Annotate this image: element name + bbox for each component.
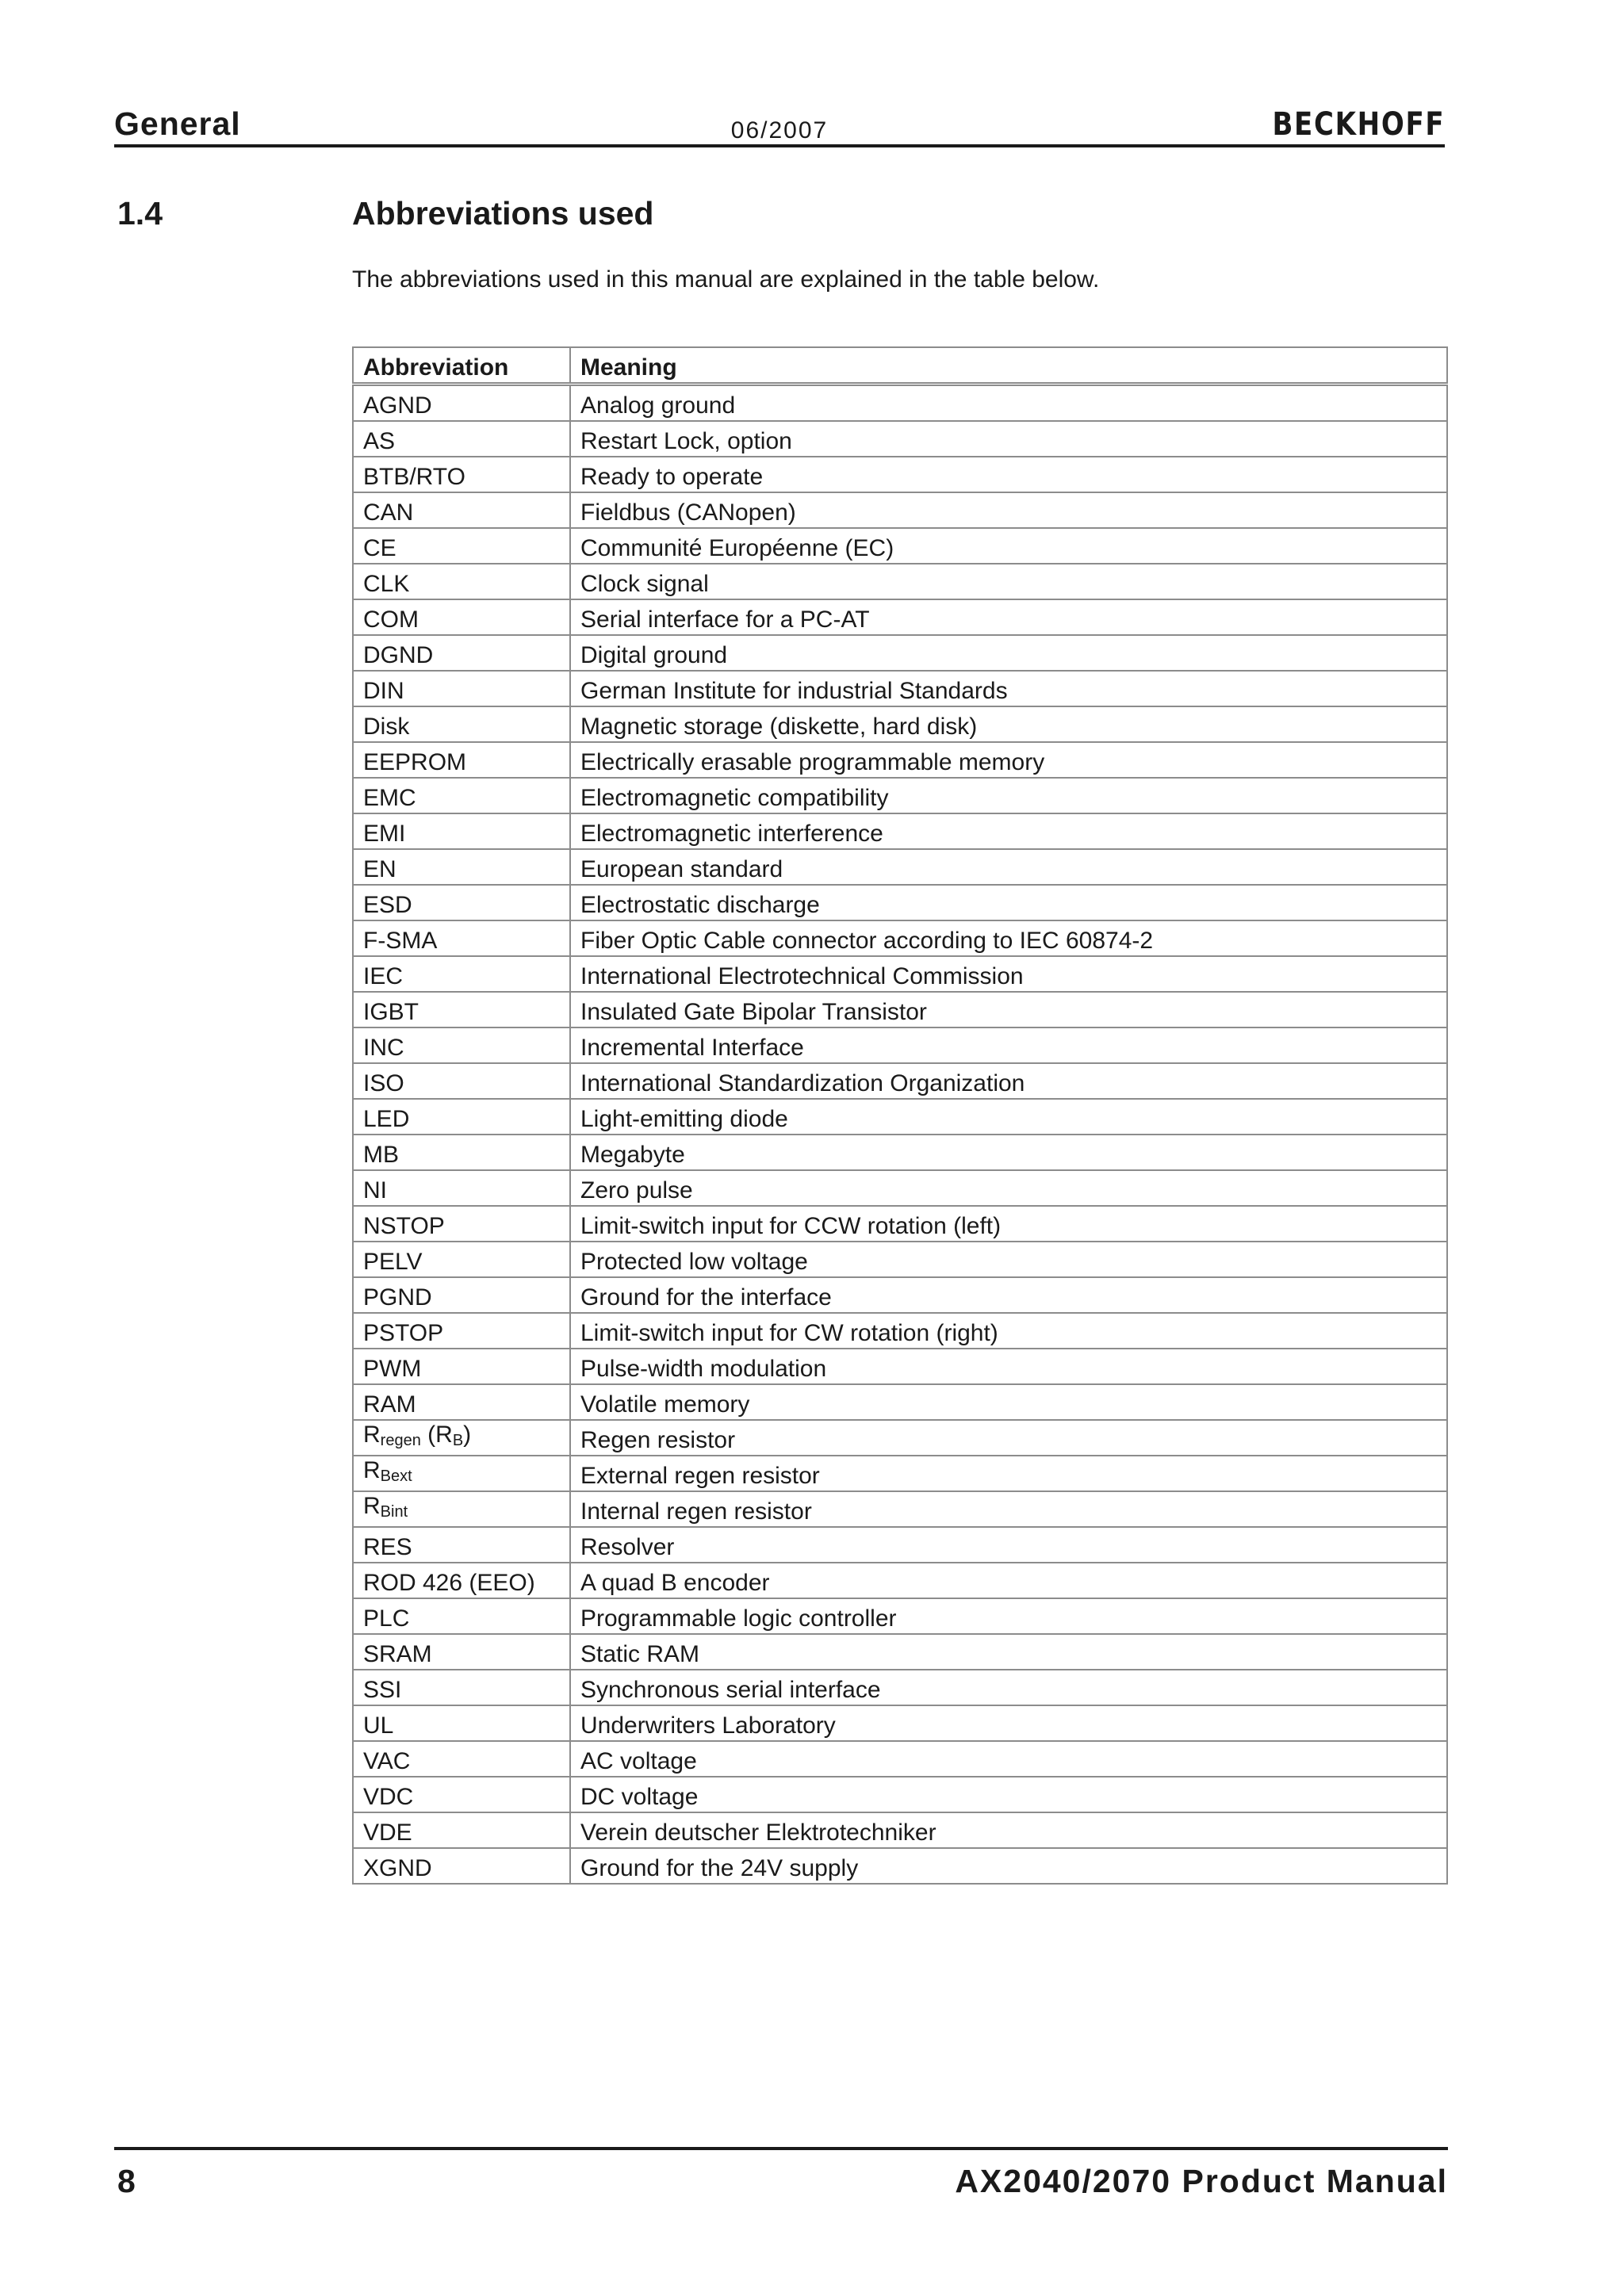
- abbreviation-text: PELV: [363, 1249, 423, 1275]
- meaning-cell: Communité Européenne (EC): [570, 528, 1447, 564]
- abbreviation-text: (R: [420, 1422, 453, 1448]
- abbreviation-cell: [353, 1420, 570, 1456]
- abbreviation-cell: [353, 385, 570, 422]
- table-row: [353, 457, 1447, 492]
- table-row: [353, 956, 1447, 992]
- column-header-abbreviation: Abbreviation: [353, 347, 570, 385]
- abbreviation-cell: [353, 1384, 570, 1420]
- abbreviation-cell: [353, 778, 570, 813]
- meaning-cell: DC voltage: [570, 1777, 1447, 1812]
- abbreviation-cell: [353, 742, 570, 778]
- table-row: [353, 1027, 1447, 1063]
- meaning-cell: Fiber Optic Cable connector according to IEC 60874-2: [570, 920, 1447, 956]
- page-number: 8: [117, 2163, 136, 2199]
- abbreviations-table: [352, 346, 1448, 1885]
- meaning-cell: A quad B encoder: [570, 1563, 1447, 1598]
- abbreviation-cell: [353, 1313, 570, 1349]
- table-row: [353, 1170, 1447, 1206]
- meaning-cell: Volatile memory: [570, 1384, 1447, 1420]
- abbreviation-text: PGND: [363, 1284, 432, 1311]
- abbreviation-text: VDC: [363, 1784, 414, 1810]
- table-row: [353, 1277, 1447, 1313]
- meaning-cell: Limit-switch input for CW rotation (right): [570, 1313, 1447, 1349]
- meaning-cell: Zero pulse: [570, 1170, 1447, 1206]
- abbreviation-cell: [353, 1135, 570, 1170]
- meaning-cell: Megabyte: [570, 1135, 1447, 1170]
- abbreviation-text: VAC: [363, 1748, 411, 1774]
- abbreviation-cell: [353, 920, 570, 956]
- abbreviation-text: IGBT: [363, 999, 419, 1025]
- page-header: [114, 103, 1445, 147]
- meaning-cell: Electromagnetic compatibility: [570, 778, 1447, 813]
- abbreviation-text: R: [363, 1493, 381, 1519]
- meaning-cell: Verein deutscher Elektrotechniker: [570, 1812, 1447, 1848]
- table-row: [353, 1848, 1447, 1884]
- meaning-cell: Protected low voltage: [570, 1242, 1447, 1277]
- table-row: [353, 528, 1447, 564]
- abbreviation-text: ISO: [363, 1070, 404, 1096]
- table-row: [353, 671, 1447, 706]
- abbreviation-text: BTB/RTO: [363, 464, 465, 490]
- meaning-cell: Pulse-width modulation: [570, 1349, 1447, 1384]
- table-body: [353, 385, 1447, 1885]
- abbreviation-text: COM: [363, 607, 419, 633]
- abbreviation-text: EMC: [363, 785, 416, 811]
- meaning-cell: Regen resistor: [570, 1420, 1447, 1456]
- table-row: [353, 1242, 1447, 1277]
- abbreviation-cell: [353, 1349, 570, 1384]
- abbreviation-cell: [353, 421, 570, 457]
- abbreviation-cell: [353, 956, 570, 992]
- meaning-cell: Light-emitting diode: [570, 1099, 1447, 1135]
- abbreviation-text: AGND: [363, 392, 432, 419]
- meaning-cell: Electrostatic discharge: [570, 885, 1447, 920]
- abbreviation-cell: [353, 671, 570, 706]
- table-row: [353, 1135, 1447, 1170]
- column-header-meaning: Meaning: [570, 347, 1447, 385]
- table-row: [353, 1598, 1447, 1634]
- header-date: 06/2007: [730, 117, 829, 144]
- abbreviation-text: EEPROM: [363, 749, 467, 775]
- abbreviation-text: VDE: [363, 1820, 412, 1846]
- table-header-row: [353, 347, 1447, 385]
- table-row: [353, 1491, 1447, 1527]
- abbreviation-cell: [353, 706, 570, 742]
- abbreviation-subscript: Bint: [380, 1503, 408, 1521]
- table-row: [353, 1313, 1447, 1349]
- abbreviation-text: NSTOP: [363, 1213, 445, 1239]
- table-row: [353, 742, 1447, 778]
- table-row: [353, 778, 1447, 813]
- table-row: [353, 1206, 1447, 1242]
- meaning-cell: AC voltage: [570, 1741, 1447, 1777]
- page-footer: [114, 2147, 1448, 2199]
- abbreviation-text: EMI: [363, 821, 406, 847]
- abbreviation-cell: [353, 1527, 570, 1563]
- abbreviation-cell: [353, 1027, 570, 1063]
- abbreviation-cell: [353, 1242, 570, 1277]
- meaning-cell: Underwriters Laboratory: [570, 1705, 1447, 1741]
- abbreviation-text: ROD 426 (EEO): [363, 1570, 535, 1596]
- table-row: [353, 1563, 1447, 1598]
- abbreviation-cell: [353, 1634, 570, 1670]
- abbreviation-text: PSTOP: [363, 1320, 444, 1346]
- abbreviation-text: XGND: [363, 1855, 432, 1881]
- table-row: [353, 421, 1447, 457]
- section-number: 1.4: [117, 195, 163, 232]
- abbreviation-cell: [353, 813, 570, 849]
- table-row: [353, 1670, 1447, 1705]
- abbreviation-text: PWM: [363, 1356, 422, 1382]
- meaning-cell: Static RAM: [570, 1634, 1447, 1670]
- abbreviation-text: SSI: [363, 1677, 402, 1703]
- abbreviation-cell: [353, 1777, 570, 1812]
- table-row: [353, 920, 1447, 956]
- meaning-cell: Ground for the interface: [570, 1277, 1447, 1313]
- abbreviation-cell: [353, 635, 570, 671]
- abbreviation-text: NI: [363, 1177, 387, 1203]
- abbreviation-text: RAM: [363, 1391, 416, 1418]
- abbreviation-subscript: regen: [380, 1432, 421, 1449]
- abbreviation-text: CLK: [363, 571, 410, 597]
- table-row: [353, 1777, 1447, 1812]
- table-row: [353, 1705, 1447, 1741]
- table-row: [353, 1349, 1447, 1384]
- table-row: [353, 813, 1447, 849]
- meaning-cell: International Electrotechnical Commission: [570, 956, 1447, 992]
- table-row: [353, 385, 1447, 422]
- meaning-cell: External regen resistor: [570, 1456, 1447, 1491]
- abbreviation-cell: [353, 564, 570, 599]
- abbreviation-text: R: [363, 1422, 381, 1448]
- table-row: [353, 599, 1447, 635]
- abbreviation-text: DIN: [363, 678, 404, 704]
- abbreviation-subscript: B: [452, 1432, 464, 1449]
- abbreviation-cell: [353, 1277, 570, 1313]
- table-row: [353, 885, 1447, 920]
- abbreviation-cell: [353, 1705, 570, 1741]
- table-row: [353, 1063, 1447, 1099]
- abbreviation-text: CE: [363, 535, 396, 561]
- intro-paragraph: The abbreviations used in this manual are explained in the table below.: [352, 266, 1100, 293]
- abbreviation-cell: [353, 849, 570, 885]
- meaning-cell: Incremental Interface: [570, 1027, 1447, 1063]
- manual-title: AX2040/2070 Product Manual: [955, 2163, 1448, 2199]
- abbreviation-text: ): [463, 1422, 472, 1448]
- abbreviation-cell: [353, 1099, 570, 1135]
- table-row: [353, 492, 1447, 528]
- abbreviation-cell: [353, 492, 570, 528]
- meaning-cell: Magnetic storage (diskette, hard disk): [570, 706, 1447, 742]
- abbreviation-text: RES: [363, 1534, 412, 1560]
- meaning-cell: Electrically erasable programmable memory: [570, 742, 1447, 778]
- meaning-cell: International Standardization Organization: [570, 1063, 1447, 1099]
- table-row: [353, 992, 1447, 1027]
- meaning-cell: Fieldbus (CANopen): [570, 492, 1447, 528]
- table-row: [353, 1634, 1447, 1670]
- abbreviation-text: SRAM: [363, 1641, 432, 1667]
- table-row: [353, 1741, 1447, 1777]
- abbreviation-text: AS: [363, 428, 396, 454]
- table-row: [353, 1812, 1447, 1848]
- abbreviation-text: LED: [363, 1106, 410, 1132]
- abbreviation-text: PLC: [363, 1605, 410, 1632]
- meaning-cell: German Institute for industrial Standards: [570, 671, 1447, 706]
- abbreviation-text: MB: [363, 1142, 399, 1168]
- table-row: [353, 849, 1447, 885]
- meaning-cell: Programmable logic controller: [570, 1598, 1447, 1634]
- abbreviation-text: ESD: [363, 892, 412, 918]
- abbreviation-cell: [353, 1812, 570, 1848]
- abbreviation-cell: [353, 1170, 570, 1206]
- abbreviation-text: CAN: [363, 499, 414, 526]
- meaning-cell: Internal regen resistor: [570, 1491, 1447, 1527]
- abbreviation-text: UL: [363, 1712, 394, 1739]
- abbreviation-cell: [353, 1741, 570, 1777]
- meaning-cell: Limit-switch input for CCW rotation (left): [570, 1206, 1447, 1242]
- meaning-cell: Ground for the 24V supply: [570, 1848, 1447, 1884]
- abbreviation-text: IEC: [363, 963, 404, 989]
- meaning-cell: Analog ground: [570, 385, 1447, 422]
- abbreviation-cell: [353, 1491, 570, 1527]
- table-row: [353, 1420, 1447, 1456]
- abbreviation-cell: [353, 1063, 570, 1099]
- table-row: [353, 706, 1447, 742]
- table-row: [353, 635, 1447, 671]
- abbreviation-text: EN: [363, 856, 396, 882]
- abbreviation-cell: [353, 1598, 570, 1634]
- abbreviation-text: R: [363, 1457, 381, 1483]
- abbreviation-cell: [353, 992, 570, 1027]
- header-section-title: General: [114, 105, 241, 142]
- abbreviation-text: Disk: [363, 714, 410, 740]
- meaning-cell: Insulated Gate Bipolar Transistor: [570, 992, 1447, 1027]
- abbreviation-cell: [353, 1670, 570, 1705]
- abbreviation-text: F-SMA: [363, 928, 438, 954]
- abbreviation-cell: [353, 1563, 570, 1598]
- beckhoff-logo: BECKHOFF: [1272, 106, 1445, 143]
- meaning-cell: Ready to operate: [570, 457, 1447, 492]
- table-row: [353, 564, 1447, 599]
- abbreviation-cell: [353, 599, 570, 635]
- meaning-cell: Digital ground: [570, 635, 1447, 671]
- abbreviation-cell: [353, 1206, 570, 1242]
- abbreviation-subscript: Bext: [380, 1468, 412, 1485]
- table-row: [353, 1456, 1447, 1491]
- abbreviation-cell: [353, 457, 570, 492]
- meaning-cell: Clock signal: [570, 564, 1447, 599]
- table-row: [353, 1527, 1447, 1563]
- abbreviation-cell: [353, 1456, 570, 1491]
- table-row: [353, 1099, 1447, 1135]
- meaning-cell: Serial interface for a PC-AT: [570, 599, 1447, 635]
- meaning-cell: Electromagnetic interference: [570, 813, 1447, 849]
- abbreviation-cell: [353, 528, 570, 564]
- section-title: Abbreviations used: [352, 195, 654, 232]
- meaning-cell: European standard: [570, 849, 1447, 885]
- table-row: [353, 1384, 1447, 1420]
- meaning-cell: Resolver: [570, 1527, 1447, 1563]
- meaning-cell: Restart Lock, option: [570, 421, 1447, 457]
- abbreviation-cell: [353, 885, 570, 920]
- abbreviation-text: DGND: [363, 642, 434, 668]
- abbreviation-text: INC: [363, 1035, 404, 1061]
- abbreviation-cell: [353, 1848, 570, 1884]
- meaning-cell: Synchronous serial interface: [570, 1670, 1447, 1705]
